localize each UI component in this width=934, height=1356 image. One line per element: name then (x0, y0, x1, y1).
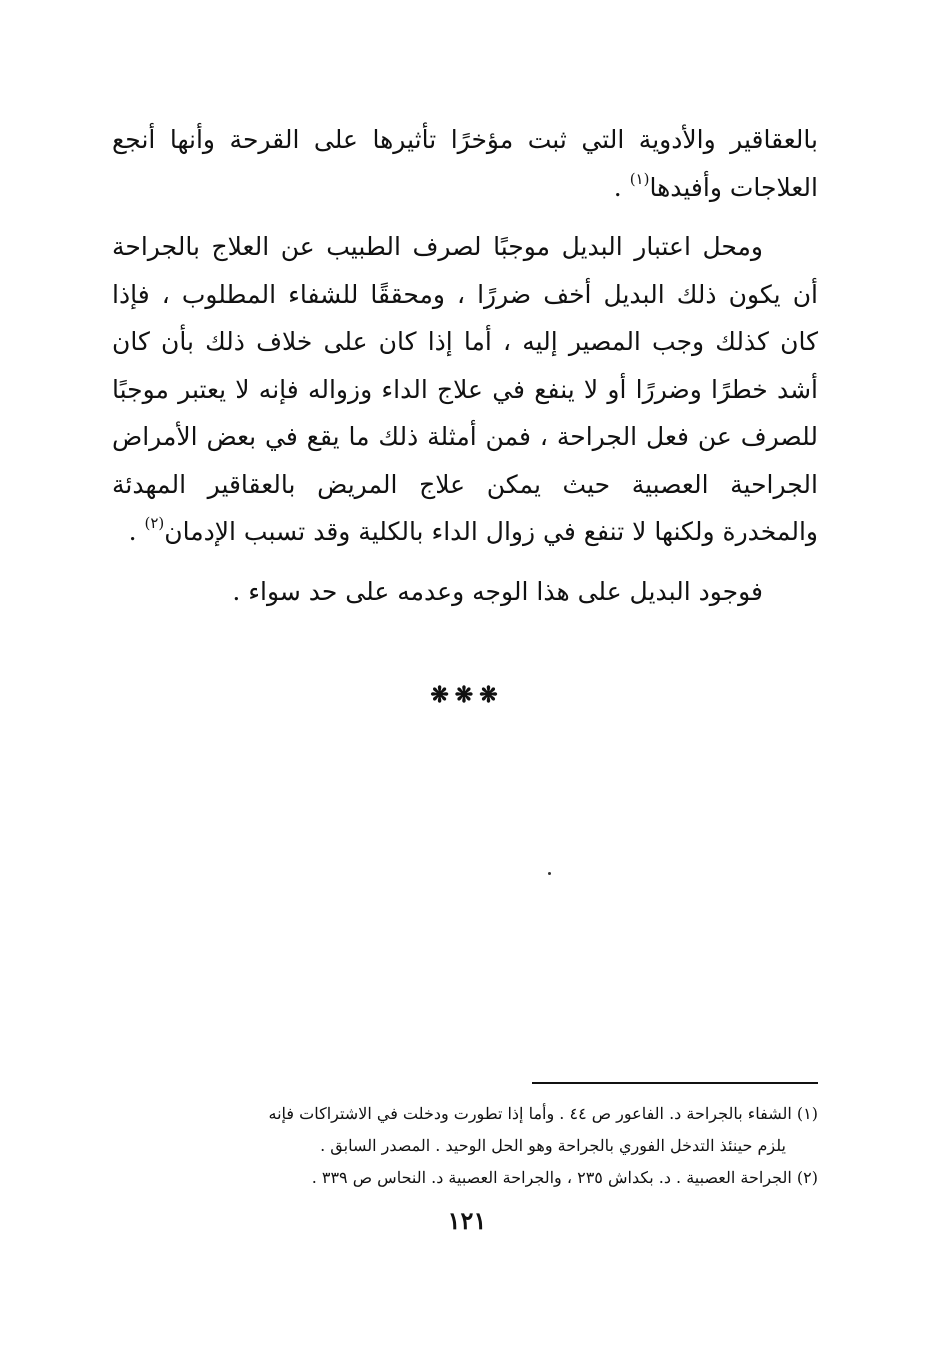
section-separator: ❋❋❋ (430, 682, 504, 708)
paragraph-3: فوجود البديل على هذا الوجه وعدمه على حد سواء . (232, 576, 763, 606)
footnote-1 (112, 1098, 818, 1162)
scan-speck (548, 872, 551, 875)
footnote-1-line-1: (١) الشفاء بالجراحة د. الفاعور ص ٤٤ . وأما إذا تطورت ودخلت في الاشتراكات فإنه (268, 1104, 818, 1123)
paragraph-2-end: . (128, 517, 145, 546)
paragraph-1-end: . (613, 172, 630, 202)
footnote-2: (٢) الجراحة العصبية . د. بكداش ٢٣٥ ، والجراحة العصبية د. النحاس ص ٣٣٩ . (311, 1168, 818, 1187)
main-text (112, 116, 818, 615)
page-number: ١٢١ (447, 1206, 487, 1235)
paragraph-2-text: ومحل اعتبار البديل موجبًا لصرف الطبيب عن العلاج بالجراحة أن يكون ذلك البديل أخف ضررًا ، ومحققًا للشفاء المطلوب ، فإذا كان كذلك وجب المصير إليه ، أما إذا كان على خلاف ذلك بأن كان أشد خطرًا وضررًا أو لا ينفع في علاج الداء وزواله فإنه لا يعتبر موجبًا للصرف عن فعل الجراحة ، فمن أمثلة ذلك ما يقع في بعض الأمراض الجراحية العصبية حيث يمكن علاج المريض بالعقاقير المهدئة والمخدرة ولكنها لا تنفع في زوال الداء بالكلية وقد تسبب الإدمان (112, 232, 818, 546)
paragraph-1-text: بالعقاقير والأدوية التي ثبت مؤخرًا تأثيرها على القرحة وأنها أنجع العلاجات وأفيدها (112, 125, 818, 202)
footnote-ref-1[interactable]: (١) (629, 169, 650, 188)
footnote-ref-2[interactable]: (٢) (144, 514, 165, 532)
paragraph-1 (112, 116, 818, 211)
footnotes (112, 1098, 818, 1194)
footnote-1-line-2: يلزم حينئذ التدخل الفوري بالجراحة وهو الحل الوحيد . المصدر السابق . (320, 1136, 786, 1155)
footnote-rule (532, 1082, 818, 1084)
paragraph-2 (112, 223, 818, 556)
